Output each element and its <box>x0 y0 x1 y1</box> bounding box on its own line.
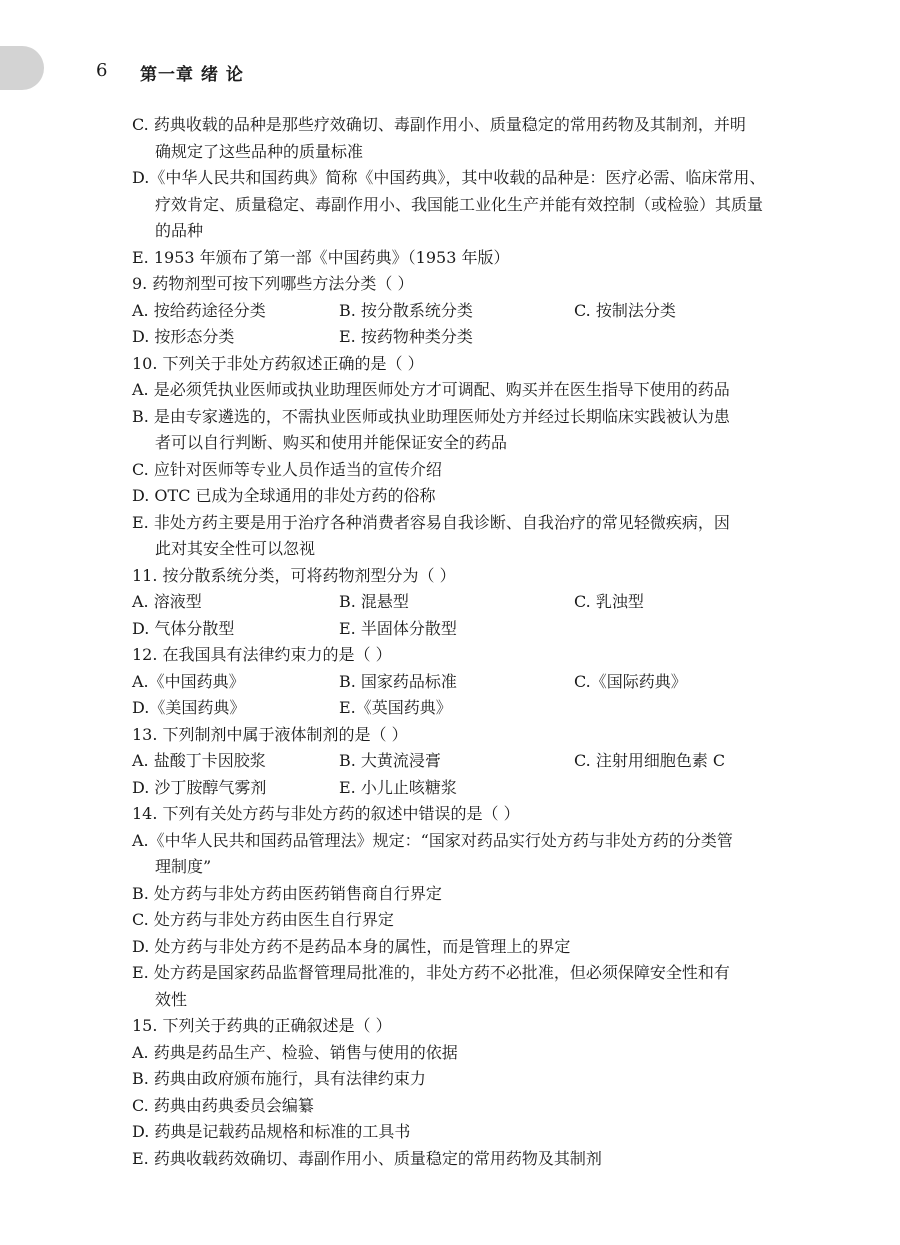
option-cell: D. 气体分散型 <box>132 618 235 638</box>
text-line <box>132 245 800 272</box>
option-cell: B. 按分散系统分类 <box>339 300 473 320</box>
text-line <box>132 112 800 139</box>
line-text: C. 药典由药典委员会编纂 <box>132 1095 314 1115</box>
continuation-line <box>132 987 800 1014</box>
line-text: A. 药典是药品生产、检验、销售与使用的依据 <box>132 1042 458 1062</box>
text-line <box>132 271 800 298</box>
text-line <box>132 589 800 616</box>
text-line <box>132 483 800 510</box>
text-line <box>132 1146 800 1173</box>
text-line <box>132 1013 800 1040</box>
line-text: 者可以自行判断、购买和使用并能保证安全的药品 <box>155 433 508 452</box>
line-text: A. 是必须凭执业医师或执业助理医师处方才可调配、购买并在医生指导下使用的药品 <box>132 380 730 399</box>
line-text: 14. 下列有关处方药与非处方药的叙述中错误的是（ ） <box>132 804 520 823</box>
option-cell: A. 溶液型 <box>132 592 202 611</box>
line-text: B. 处方药与非处方药由医药销售商自行界定 <box>132 883 442 903</box>
text-line <box>132 1093 800 1120</box>
text-line <box>132 1066 800 1093</box>
text-line <box>132 1040 800 1067</box>
text-line <box>132 748 800 775</box>
line-text: C. 药典收载的品种是那些疗效确切、毒副作用小、质量稳定的常用药物及其制剂，并明 <box>132 115 746 134</box>
line-text: 11. 按分散系统分类，可将药物剂型分为（ ） <box>132 565 456 585</box>
line-text: B. 是由专家遴选的，不需执业医师或执业助理医师处方并经过长期临床实践被认为患 <box>132 406 730 426</box>
line-text: 疗效肯定、质量稳定、毒副作用小、我国能工业化生产并能有效控制（或检验）其质量 <box>155 194 764 214</box>
text-line <box>132 351 800 378</box>
text-line <box>132 934 800 961</box>
option-cell: B. 国家药品标准 <box>339 671 457 691</box>
line-text: 15. 下列关于药典的正确叙述是（ ） <box>132 1016 392 1035</box>
line-text: 的品种 <box>155 221 204 240</box>
line-text: D. 处方药与非处方药不是药品本身的属性，而是管理上的界定 <box>132 936 571 956</box>
line-text: A.《中华人民共和国药品管理法》规定：“国家对药品实行处方药与非处方药的分类管 <box>132 830 733 850</box>
line-text: 理制度” <box>155 857 212 876</box>
text-line <box>132 510 800 537</box>
line-text: C. 应针对医师等专业人员作适当的宣传介绍 <box>132 459 442 479</box>
continuation-line <box>132 536 800 563</box>
text-line <box>132 457 800 484</box>
text-line <box>132 907 800 934</box>
text-line <box>132 298 800 325</box>
text-line <box>132 960 800 987</box>
line-text: 10. 下列关于非处方药叙述正确的是（ ） <box>132 353 424 373</box>
option-cell: D.《美国药典》 <box>132 698 246 717</box>
line-text: D.《中华人民共和国药典》简称《中国药典》，其中收载的品种是：医疗必需、临床常用、 <box>132 168 766 187</box>
chapter-title: 第一章 绪 论 <box>140 65 244 85</box>
text-line <box>132 775 800 802</box>
text-line <box>132 563 800 590</box>
option-cell: E. 按药物种类分类 <box>339 327 473 346</box>
line-text: E. 1953 年颁布了第一部《中国药典》（1953 年版） <box>132 247 510 267</box>
line-text: E. 药典收载药效确切、毒副作用小、质量稳定的常用药物及其制剂 <box>132 1148 602 1168</box>
text-line <box>132 404 800 431</box>
text-line <box>132 881 800 908</box>
text-line <box>132 642 800 669</box>
question-list <box>132 112 800 1172</box>
option-cell: A. 盐酸丁卡因胶浆 <box>132 751 266 770</box>
text-line <box>132 801 800 828</box>
option-cell: C. 按制法分类 <box>574 300 676 320</box>
line-text: 此对其安全性可以忽视 <box>155 539 316 558</box>
line-text: B. 药典由政府颁布施行，具有法律约束力 <box>132 1069 426 1088</box>
option-cell: E. 小儿止咳糖浆 <box>339 777 457 797</box>
line-text: 13. 下列制剂中属于液体制剂的是（ ） <box>132 724 408 744</box>
text-line <box>132 616 800 643</box>
option-cell: C. 注射用细胞色素 C <box>574 751 726 770</box>
option-cell: E. 半固体分散型 <box>339 618 457 638</box>
continuation-line <box>132 192 800 219</box>
text-line <box>132 165 800 192</box>
continuation-line <box>132 430 800 457</box>
option-cell: E.《英国药典》 <box>339 698 452 717</box>
continuation-line <box>132 218 800 245</box>
option-cell: C.《国际药典》 <box>574 671 687 691</box>
continuation-line <box>132 139 800 166</box>
text-line <box>132 377 800 404</box>
option-cell: B. 大黄流浸膏 <box>339 751 441 770</box>
page-edge-tab <box>0 46 44 90</box>
text-line <box>132 828 800 855</box>
option-cell: C. 乳浊型 <box>574 592 644 611</box>
line-text: D. OTC 已成为全球通用的非处方药的俗称 <box>132 486 436 505</box>
option-cell: D. 按形态分类 <box>132 327 235 346</box>
text-line <box>132 1119 800 1146</box>
line-text: 确规定了这些品种的质量标准 <box>155 141 364 161</box>
text-line <box>132 695 800 722</box>
option-cell: B. 混悬型 <box>339 592 409 611</box>
line-text: 9. 药物剂型可按下列哪些方法分类（ ） <box>132 274 414 293</box>
line-text: 12. 在我国具有法律约束力的是（ ） <box>132 645 392 664</box>
line-text: C. 处方药与非处方药由医生自行界定 <box>132 910 394 929</box>
option-cell: A. 按给药途径分类 <box>132 300 266 320</box>
option-cell: A.《中国药典》 <box>132 671 245 691</box>
text-line <box>132 669 800 696</box>
continuation-line <box>132 854 800 881</box>
line-text: 效性 <box>155 989 188 1009</box>
page-number: 6 <box>96 60 108 81</box>
line-text: D. 药典是记载药品规格和标准的工具书 <box>132 1122 411 1141</box>
option-cell: D. 沙丁胺醇气雾剂 <box>132 777 267 797</box>
text-line <box>132 722 800 749</box>
line-text: E. 处方药是国家药品监督管理局批准的，非处方药不必批准，但必须保障安全性和有 <box>132 963 730 982</box>
text-line <box>132 324 800 351</box>
line-text: E. 非处方药主要是用于治疗各种消费者容易自我诊断、自我治疗的常见轻微疾病，因 <box>132 512 730 532</box>
